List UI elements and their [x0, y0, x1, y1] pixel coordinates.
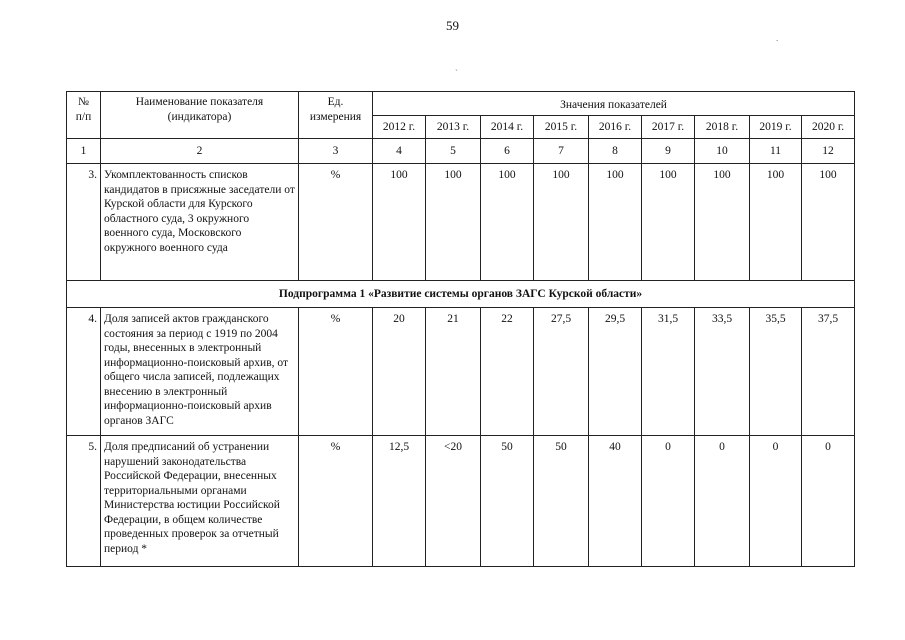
indicator-name: Доля предписаний об устранении нарушений законодательства Российской Федерации, внесенных территориальными органами Министерства юстиции Российской Федерации, в общем количестве проведенных проверок за отчетный период * — [101, 436, 299, 567]
subprogram-row — [67, 281, 855, 308]
value-cell: 100 — [534, 164, 589, 281]
value-cell: 21 — [426, 308, 481, 436]
column-number: 8 — [589, 139, 642, 164]
indicators-table — [66, 91, 855, 567]
column-numbers-row — [67, 139, 855, 164]
value-cell: 100 — [589, 164, 642, 281]
unit-cell: % — [299, 436, 373, 567]
value-cell: 0 — [750, 436, 802, 567]
column-number: 9 — [642, 139, 695, 164]
header-unit: Ед. измерения — [299, 92, 373, 139]
column-number: 12 — [802, 139, 855, 164]
value-cell: 0 — [642, 436, 695, 567]
value-cell: 33,5 — [695, 308, 750, 436]
value-cell: 100 — [426, 164, 481, 281]
header-name: Наименование показателя (индикатора) — [101, 92, 299, 139]
value-cell: 100 — [481, 164, 534, 281]
table-row — [67, 164, 855, 281]
year-cell: 2018 г. — [695, 116, 750, 139]
year-cell: 2013 г. — [426, 116, 481, 139]
value-cell: 31,5 — [642, 308, 695, 436]
value-cell: 0 — [802, 436, 855, 567]
row-number: 5. — [67, 436, 101, 567]
year-cell: 2016 г. — [589, 116, 642, 139]
column-number: 6 — [481, 139, 534, 164]
value-cell: 100 — [642, 164, 695, 281]
unit-cell: % — [299, 164, 373, 281]
value-cell: 20 — [373, 308, 426, 436]
value-cell: 0 — [695, 436, 750, 567]
column-number: 1 — [67, 139, 101, 164]
indicator-name: Доля записей актов гражданского состояния за период с 1919 по 2004 годы, внесенных в электронный информационно-поисковый архив, от общего числа записей, подлежащих внесению в электронный информационно-поисковый архив органов ЗАГС — [101, 308, 299, 436]
value-cell: 100 — [373, 164, 426, 281]
value-cell: 50 — [481, 436, 534, 567]
value-cell: 29,5 — [589, 308, 642, 436]
column-number: 10 — [695, 139, 750, 164]
table-row — [67, 308, 855, 436]
page-number: 59 — [446, 18, 459, 33]
indicator-name: Укомплектованность списков кандидатов в присяжные заседатели от Курской области для Курского областного суда, 3 окружного военного суда, Московского окружного военного суда — [101, 164, 299, 281]
unit-cell: % — [299, 308, 373, 436]
value-cell: 22 — [481, 308, 534, 436]
column-number: 2 — [101, 139, 299, 164]
value-cell: 50 — [534, 436, 589, 567]
column-number: 3 — [299, 139, 373, 164]
year-cell: 2019 г. — [750, 116, 802, 139]
value-cell: 100 — [802, 164, 855, 281]
year-cell: 2017 г. — [642, 116, 695, 139]
row-number: 3. — [67, 164, 101, 281]
value-cell: 12,5 — [373, 436, 426, 567]
value-cell: 100 — [750, 164, 802, 281]
scan-speck: . — [776, 33, 779, 43]
year-cell: 2020 г. — [802, 116, 855, 139]
value-cell: 35,5 — [750, 308, 802, 436]
year-cell: 2015 г. — [534, 116, 589, 139]
value-cell: 40 — [589, 436, 642, 567]
column-number: 5 — [426, 139, 481, 164]
column-number: 7 — [534, 139, 589, 164]
column-number: 11 — [750, 139, 802, 164]
value-cell: 27,5 — [534, 308, 589, 436]
header-values-title: Значения показателей — [373, 92, 855, 116]
value-cell: 37,5 — [802, 308, 855, 436]
row-number: 4. — [67, 308, 101, 436]
subprogram-title: Подпрограмма 1 «Развитие системы органов ЗАГС Курской области» — [67, 281, 855, 308]
header-row — [67, 92, 855, 116]
scan-speck: ˋ — [455, 68, 458, 78]
table-row — [67, 436, 855, 567]
column-number: 4 — [373, 139, 426, 164]
year-cell: 2014 г. — [481, 116, 534, 139]
year-cell: 2012 г. — [373, 116, 426, 139]
value-cell: 100 — [695, 164, 750, 281]
header-num: № п/п — [67, 92, 101, 139]
value-cell: <20 — [426, 436, 481, 567]
